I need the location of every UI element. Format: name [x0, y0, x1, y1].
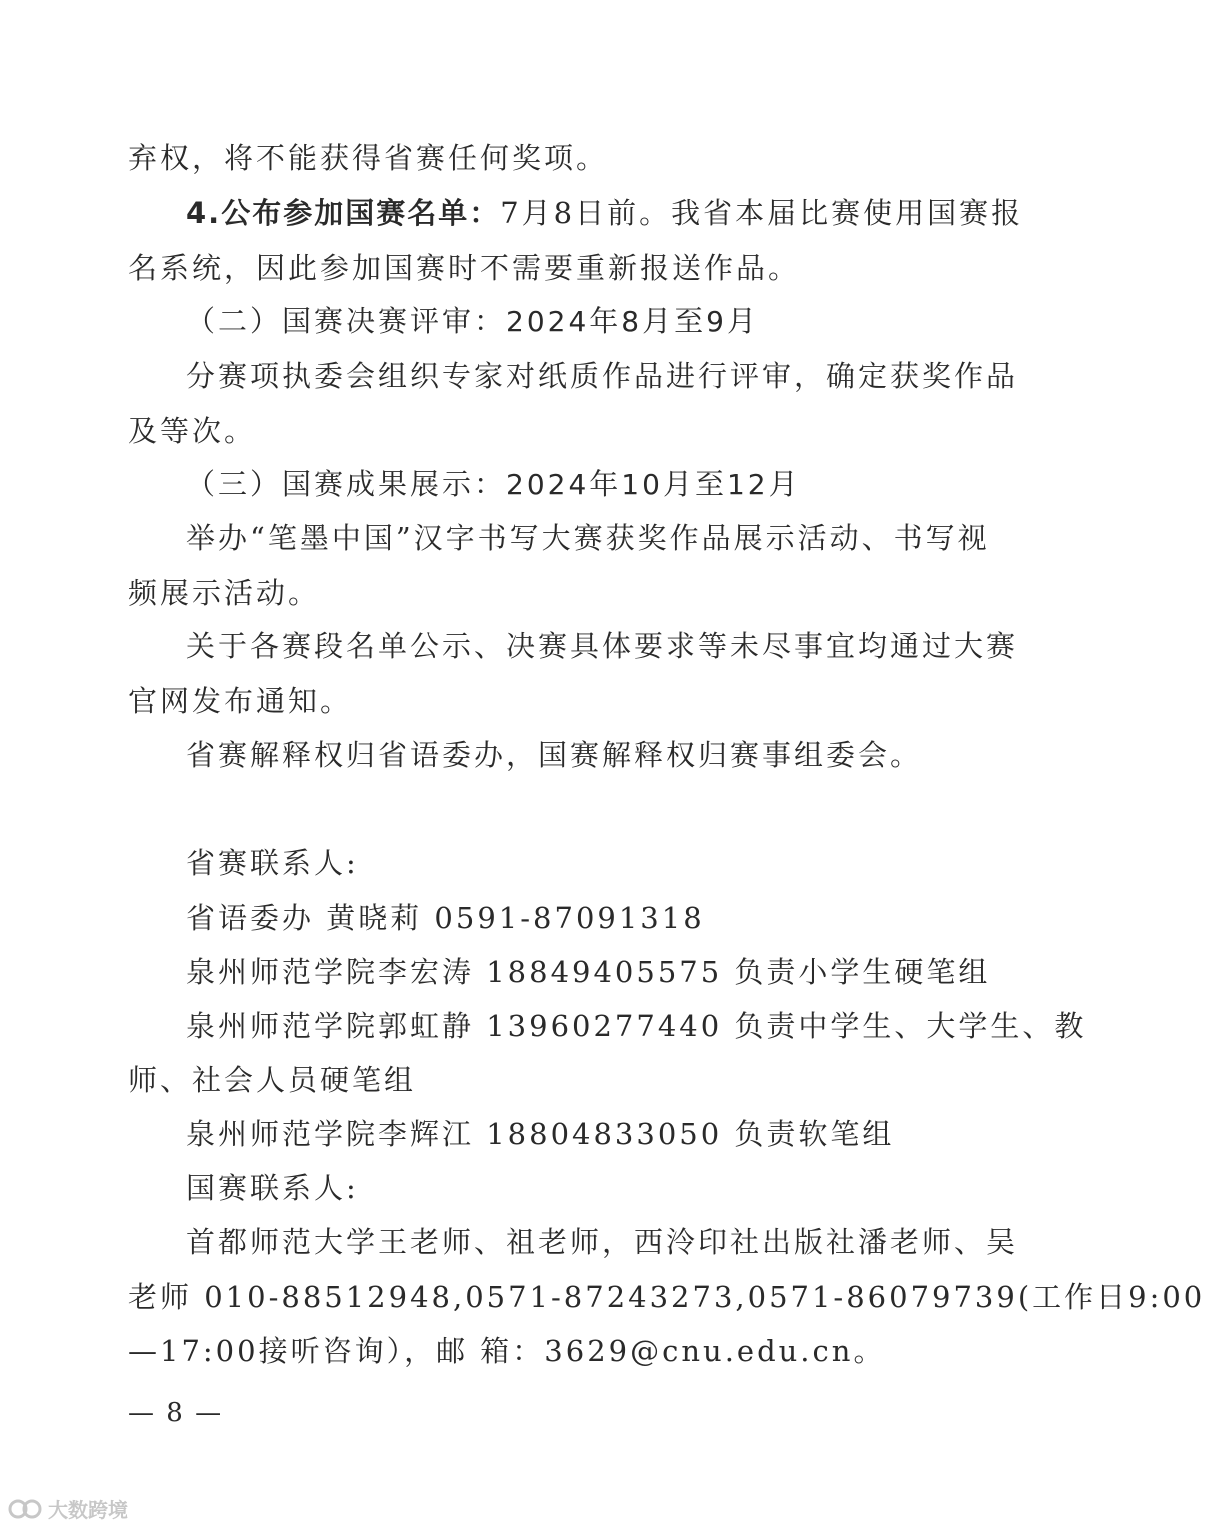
contact-line: 泉州师范学院李宏涛 18849405575 负责小学生硬笔组: [186, 955, 991, 989]
national-contact-heading: 国赛联系人:: [186, 1171, 359, 1205]
heading-year: 2024: [506, 305, 590, 338]
section-heading: [186, 466, 801, 503]
heading-label: （三）国赛成果展示：: [186, 467, 507, 501]
watermark-logo-icon: [8, 1497, 42, 1521]
section-heading: [186, 303, 759, 340]
contact-line: —17:00接听咨询），邮 箱：3629@cnu.edu.cn。: [128, 1334, 886, 1368]
heading-text: 月: [726, 304, 759, 338]
paragraph-text: 7月8日前。我省本届比赛使用国赛报: [500, 196, 1024, 230]
paragraph-line: 频展示活动。: [128, 576, 321, 610]
watermark: [8, 1494, 128, 1523]
paragraph-line: 关于各赛段名单公示、决赛具体要求等未尽事宜均通过大赛: [186, 629, 1019, 663]
paragraph-line: 官网发布通知。: [128, 684, 353, 718]
contact-line: 泉州师范学院李辉江 18804833050 负责软笔组: [186, 1117, 895, 1151]
heading-text: 月至: [662, 467, 727, 501]
heading-text: 月: [768, 467, 801, 501]
contact-line: 老师 010-88512948,0571-87243273,0571-86079739(工作日9:00: [128, 1280, 1205, 1314]
paragraph-line: 分赛项执委会组织专家对纸质作品进行评审，确定获奖作品: [186, 359, 1019, 393]
heading-text: 年: [589, 467, 622, 501]
section-lead: 4.公布参加国赛名单：: [186, 196, 501, 230]
contact-line: 师、社会人员硬笔组: [128, 1063, 417, 1097]
heading-text: 月至: [642, 304, 707, 338]
watermark-text: 大数跨境: [48, 1498, 128, 1522]
paragraph-line: 举办“笔墨中国”汉字书写大赛获奖作品展示活动、书写视: [186, 521, 990, 555]
heading-text: 年: [589, 304, 622, 338]
heading-month: 10: [621, 468, 663, 501]
paragraph-line: 省赛解释权归省语委办，国赛解释权归赛事组委会。: [186, 738, 923, 772]
contact-line: 泉州师范学院郭虹静 13960277440 负责中学生、大学生、教: [186, 1009, 1087, 1043]
paragraph-line: [186, 195, 1023, 231]
heading-month: 9: [706, 305, 727, 338]
paragraph-line: 及等次。: [128, 414, 257, 448]
contact-line: 省语委办 黄晓莉 0591-87091318: [186, 901, 705, 935]
heading-label: （二）国赛决赛评审：: [186, 304, 507, 338]
paragraph-line: 弃权，将不能获得省赛任何奖项。: [128, 141, 609, 175]
heading-year: 2024: [506, 468, 590, 501]
paragraph-line: 名系统，因此参加国赛时不需要重新报送作品。: [128, 251, 801, 285]
heading-month: 8: [621, 305, 643, 338]
contact-line: 首都师范大学王老师、祖老师，西泠印社出版社潘老师、吴: [186, 1225, 1019, 1259]
heading-month: 12: [726, 468, 769, 501]
provincial-contact-heading: 省赛联系人:: [186, 846, 359, 880]
page-number: — 8 —: [128, 1398, 224, 1428]
